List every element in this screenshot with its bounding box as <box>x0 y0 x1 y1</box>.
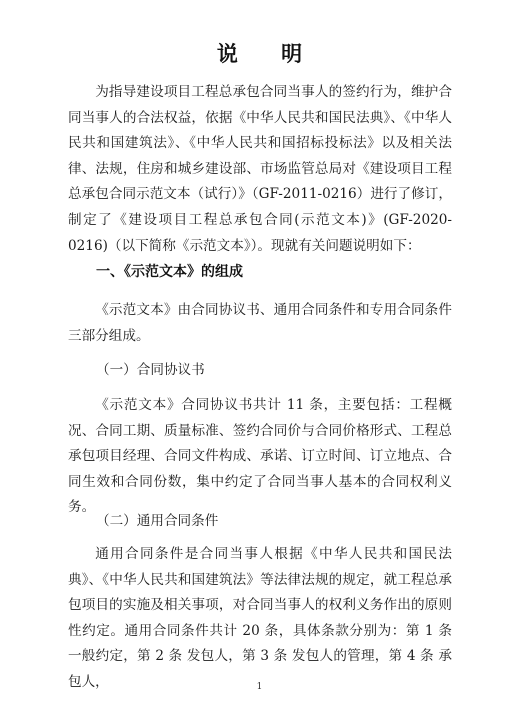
page-number: 1 <box>256 682 263 692</box>
document-title: 说 明 <box>216 42 321 66</box>
intro-text: 为指导建设项目工程总承包合同当事人的签约行为，维护合同当事人的合法权益，依据《中华人民共和国民法典》、《中华人民共和国建筑法》、《中华人民共和国招标投标法》以及相关法律、法规，住房和城乡建设部、市场监管总局对《建设项目工程总承包合同示范文本（试行）》（GF-2011-0216）进行了修订，制定了《建设项目工程总承包合同(示范文本)》(GF-2020-0216)（以下简称《示范文本》）。现就有关问题说明如下： <box>68 84 452 254</box>
section-heading-composition: 一、《示范文本》的组成 <box>96 264 243 280</box>
subsection-heading-general-conditions: （二）通用合同条件 <box>96 513 219 529</box>
subsection-heading-agreement: （一）合同协议书 <box>96 362 205 378</box>
subsection2-text: 通用合同条件是合同当事人根据《中华人民共和国民法典》、《中华人民共和国建筑法》等法律法规的规定，就工程总承包项目的实施及相关事项，对合同当事人的权利义务作出的原则性约定。通用合同条件共计 20 条，具体条款分别为：第 1 条 一般约定，第 2 条 发包人，第 3 条 发包人的管理，第 4 条 承包人， <box>68 546 452 690</box>
section1-text: 《示范文本》由合同协议书、通用合同条件和专用合同条件三部分组成。 <box>68 302 452 344</box>
subsection1-paragraph <box>68 393 452 521</box>
subsection1-text: 《示范文本》合同协议书共计 11 条，主要包括：工程概况、合同工期、质量标准、签约合同价与合同价格形式、工程总承包项目经理、合同文件构成、承诺、订立时间、订立地点、合同生效和合同份数，集中约定了合同当事人基本的合同权利义务。 <box>68 397 452 516</box>
intro-paragraph <box>68 80 452 259</box>
subsection2-paragraph <box>68 542 452 696</box>
section1-paragraph <box>68 298 452 349</box>
